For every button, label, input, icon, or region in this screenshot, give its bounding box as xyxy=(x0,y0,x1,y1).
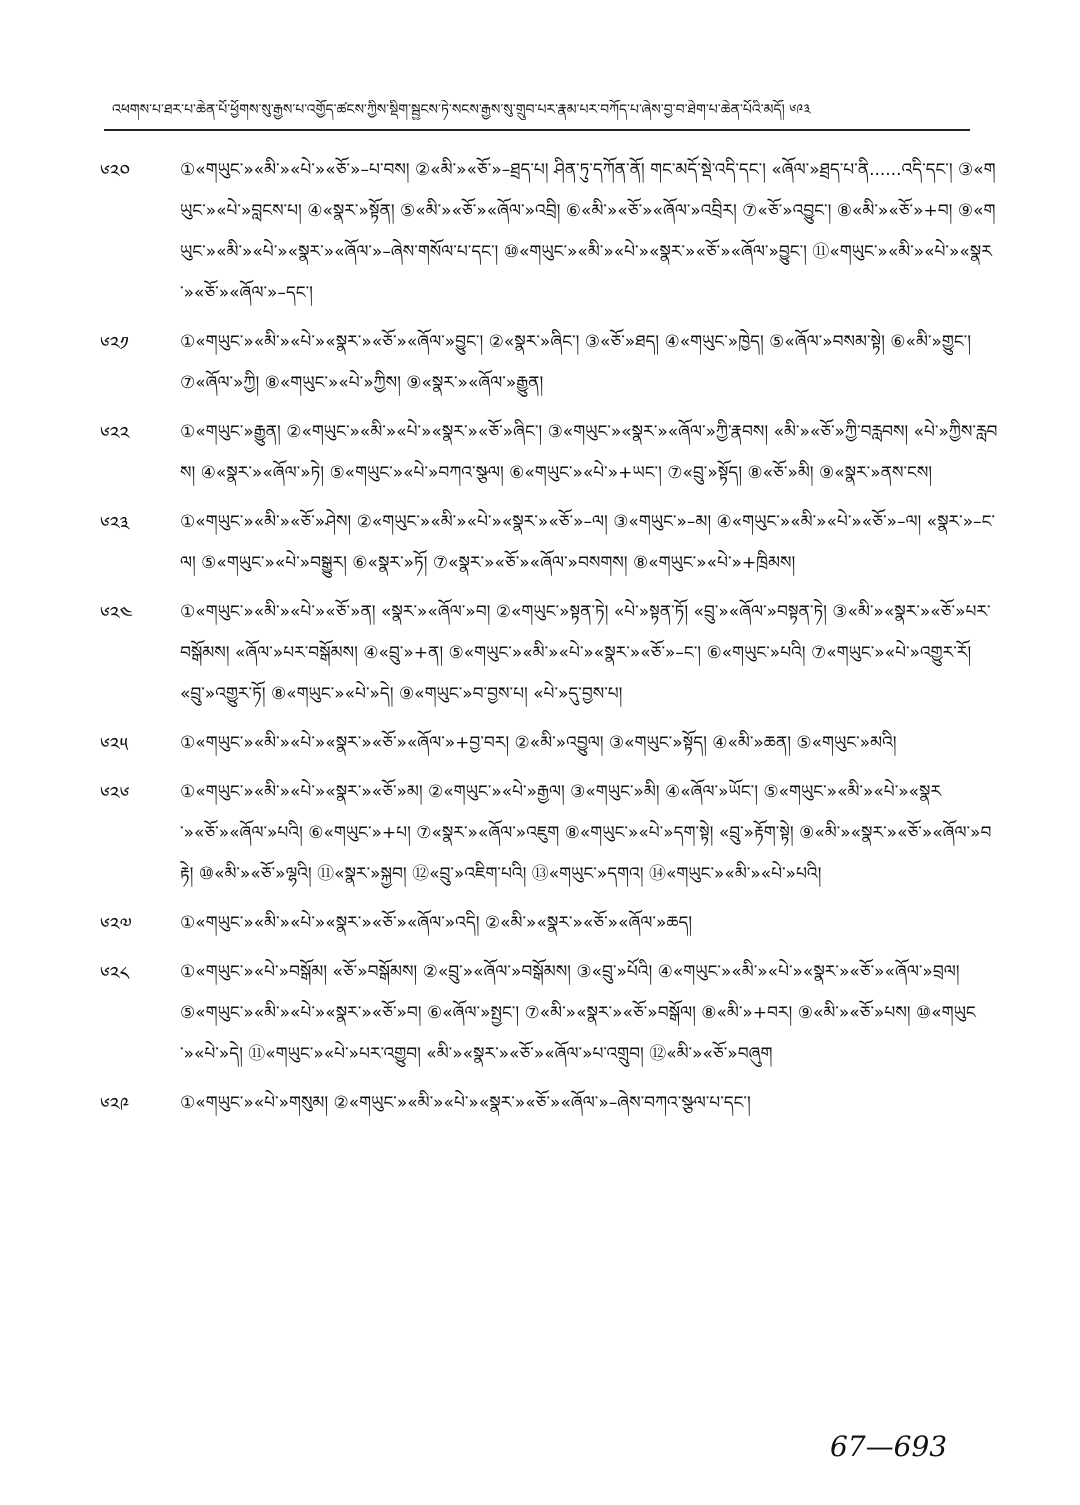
note-number: ༦༢༨ xyxy=(100,963,130,985)
note-number: ༦༢༢ xyxy=(100,423,130,445)
note-entry xyxy=(0,772,1080,895)
note-text: ①«གཡུང་»«མི་»«པེ་»«སྣར་»«ཅོ་»«ཞོལ་»འདི། ②«མི་»«སྣར་»«ཅོ་»«ཞོལ་»ཆད། xyxy=(180,913,693,933)
notes-list xyxy=(0,150,1080,1132)
note-text: ①«གཡུང་»«པེ་»བསྒོམ། «ཅོ་»བསྒོམས། ②«བྲུ་»«ཞོལ་»བསྒོམས། ③«བྲུ་»པོའི། ④«གཡུང་»«མི་»«པེ་»«སྣར་»«ཅོ་»«ཞོལ་»བྲལ། ⑤«གཡུང་»«མི་»«པེ་»«སྣར་»«ཅོ་»བ། ⑥«ཞོལ་»སྤྱང་། ⑦«མི་»«སྣར་»«ཅོ་»བསྒོལ། ⑧«མི་»+བར། ⑨«མི་»«ཅོ་»པས། ⑩«གཡུང་»«པེ་»དེ། ⑪«གཡུང་»«པེ་»པར་འགྱུབ། «མི་»«སྣར་»«ཅོ་»«ཞོལ་»པ་འགྲུབ། ⑫«མི་»«ཅོ་»བཞུག xyxy=(180,962,976,1064)
note-number: ༦༢༦ xyxy=(100,783,130,805)
note-entry xyxy=(0,903,1080,944)
note-number: ༦༢༧ xyxy=(100,914,132,936)
note-text: ①«གཡུང་»«མི་»«པེ་»«ཅོ་»–པ་བས། ②«མི་»«ཅོ་»–ཐྲད་པ། ཤིན་ཏུ་དཀོན་ནོ། གང་མདོ་སྡེ་འདི་དང་། «ཞོལ་»ཐྲད་པ་ནི......འདི་དང་། ③«གཡུང་»«པེ་»བླངས་པ། ④«སྣར་»སྟོན། ⑤«མི་»«ཅོ་»«ཞོལ་»འབྲི། ⑥«མི་»«ཅོ་»«ཞོལ་»འབྲིར། ⑦«ཅོ་»འབྱུང་། ⑧«མི་»«ཅོ་»+བ། ⑨«གཡུང་»«མི་»«པེ་»«སྣར་»«ཞོལ་»–ཞེས་གསོལ་པ་དང་། ⑩«གཡུང་»«མི་»«པེ་»«སྣར་»«ཅོ་»«ཞོལ་»བྱུང་། ⑪«གཡུང་»«མི་»«པེ་»«སྣར་»«ཅོ་»«ཞོལ་»–དང་། xyxy=(180,160,996,303)
note-number: ༦༢༠ xyxy=(100,161,131,183)
note-entry xyxy=(0,502,1080,584)
note-text: ①«གཡུང་»«མི་»«པེ་»«སྣར་»«ཅོ་»«ཞོལ་»བྱུང་། ②«སྣར་»ཞིང་། ③«ཅོ་»ཐད། ④«གཡུང་»ཁྱེད། ⑤«ཞོལ་»བསམ་སྟེ། ⑥«མི་»གྱུང་། ⑦«ཞོལ་»ཀྱི། ⑧«གཡུང་»«པེ་»ཀྱིས། ⑨«སྣར་»«ཞོལ་»རྒྱུན། xyxy=(180,332,971,393)
header-rule xyxy=(104,129,970,131)
header-page-number: ༦༩༣ xyxy=(789,102,811,118)
note-entry xyxy=(0,723,1080,764)
note-entry xyxy=(0,322,1080,404)
note-number: ༦༢༥ xyxy=(100,734,129,756)
note-text: ①«གཡུང་»«མི་»«ཅོ་»ཤེས། ②«གཡུང་»«མི་»«པེ་»«སྣར་»«ཅོ་»–ལ། ③«གཡུང་»–མ། ④«གཡུང་»«མི་»«པེ་»«ཅོ་»–ལ། «སྣར་»–ང་ལ། ⑤«གཡུང་»«པེ་»བསྒྱུར། ⑥«སྣར་»ཏོ། ⑦«སྣར་»«ཅོ་»«ཞོལ་»བསགས། ⑧«གཡུང་»«པེ་»+ཁྲིམས། xyxy=(180,512,995,573)
note-text: ①«གཡུང་»«མི་»«པེ་»«ཅོ་»ན། «སྣར་»«ཞོལ་»བ། ②«གཡུང་»སྟན་ཏེ། «པེ་»སྟན་ཏོ། «བྲུ་»«ཞོལ་»བསྟན་ཏེ། ③«མི་»«སྣར་»«ཅོ་»པར་བསྒོམས། «ཞོལ་»པར་བསྒོམས། ④«བྲུ་»+ན། ⑤«གཡུང་»«མི་»«པེ་»«སྣར་»«ཅོ་»–ང་། ⑥«གཡུང་»པའི། ⑦«གཡུང་»«པེ་»འགྱུར་རོ། «བྲུ་»འགྱུར་ཏོ། ⑧«གཡུང་»«པེ་»དེ། ⑨«གཡུང་»བ་བྱས་པ། «པེ་»དུ་བྱས་པ། xyxy=(180,602,991,704)
note-text: ①«གཡུང་»རྒྱུན། ②«གཡུང་»«མི་»«པེ་»«སྣར་»«ཅོ་»ཞིང་། ③«གཡུང་»«སྣར་»«ཞོལ་»ཀྱི་རྣབས། «མི་»«ཅོ་»ཀྱི་བརླབས། «པེ་»ཀྱིས་རླབས། ④«སྣར་»«ཞོལ་»ཏེ། ⑤«གཡུང་»«པེ་»བཀའ་སྩལ། ⑥«གཡུང་»«པེ་»+ཡང་། ⑦«བྲུ་»སྟོད། ⑧«ཅོ་»མི། ⑨«སྣར་»ནས་ངས། xyxy=(180,422,998,483)
note-entry xyxy=(0,150,1080,314)
note-number: ༦༢༤ xyxy=(100,603,133,625)
note-entry xyxy=(0,592,1080,715)
running-header xyxy=(112,100,964,120)
note-number: ༦༢༩ xyxy=(100,1094,130,1116)
note-text: ①«གཡུང་»«མི་»«པེ་»«སྣར་»«ཅོ་»«ཞོལ་»+བྱ་བར། ②«མི་»འབྱུལ། ③«གཡུང་»སྟོད། ④«མི་»ཆན། ⑤«གཡུང་»མའི། xyxy=(180,733,897,753)
note-number: ༦༢༣ xyxy=(100,513,130,535)
page-footer-ref: 67—693 xyxy=(830,1430,948,1463)
note-text: ①«གཡུང་»«མི་»«པེ་»«སྣར་»«ཅོ་»མ། ②«གཡུང་»«པེ་»རྒྱལ། ③«གཡུང་»མི། ④«ཞོལ་»ཡོང་། ⑤«གཡུང་»«མི་»«པེ་»«སྣར་»«ཅོ་»«ཞོལ་»པའི། ⑥«གཡུང་»+པ། ⑦«སྣར་»«ཞོལ་»འཇུག ⑧«གཡུང་»«པེ་»དག་སྟེ། «བྲུ་»རྟོག་སྟེ། ⑨«མི་»«སྣར་»«ཅོ་»«ཞོལ་»བརྟེ། ⑩«མི་»«ཅོ་»ལྷའི། ⑪«སྣར་»སྐྱབ། ⑫«བྲུ་»འཇིག་པའི། ⑬«གཡུང་»དགའ། ⑭«གཡུང་»«མི་»«པེ་»པའི། xyxy=(180,782,992,884)
header-title: འཕགས་པ་ཐར་པ་ཆེན་པོ་ཕྱོགས་སུ་རྒྱས་པ་འགྱོད་ཚངས་ཀྱིས་སྡིག་སྦྱངས་ཏེ་སངས་རྒྱས་སུ་གྲུབ་པར་རྣམ་པར་བཀོད་པ་ཞེས་བྱ་བ་ཐེག་པ་ཆེན་པོའི་མདོ། xyxy=(112,102,785,118)
note-entry xyxy=(0,1083,1080,1124)
note-text: ①«གཡུང་»«པེ་»གསུམ། ②«གཡུང་»«མི་»«པེ་»«སྣར་»«ཅོ་»«ཞོལ་»–ཞེས་བཀའ་སྩལ་པ་དང་། xyxy=(180,1093,751,1113)
note-entry xyxy=(0,412,1080,494)
note-entry xyxy=(0,952,1080,1075)
note-number: ༦༢༡ xyxy=(100,333,129,355)
